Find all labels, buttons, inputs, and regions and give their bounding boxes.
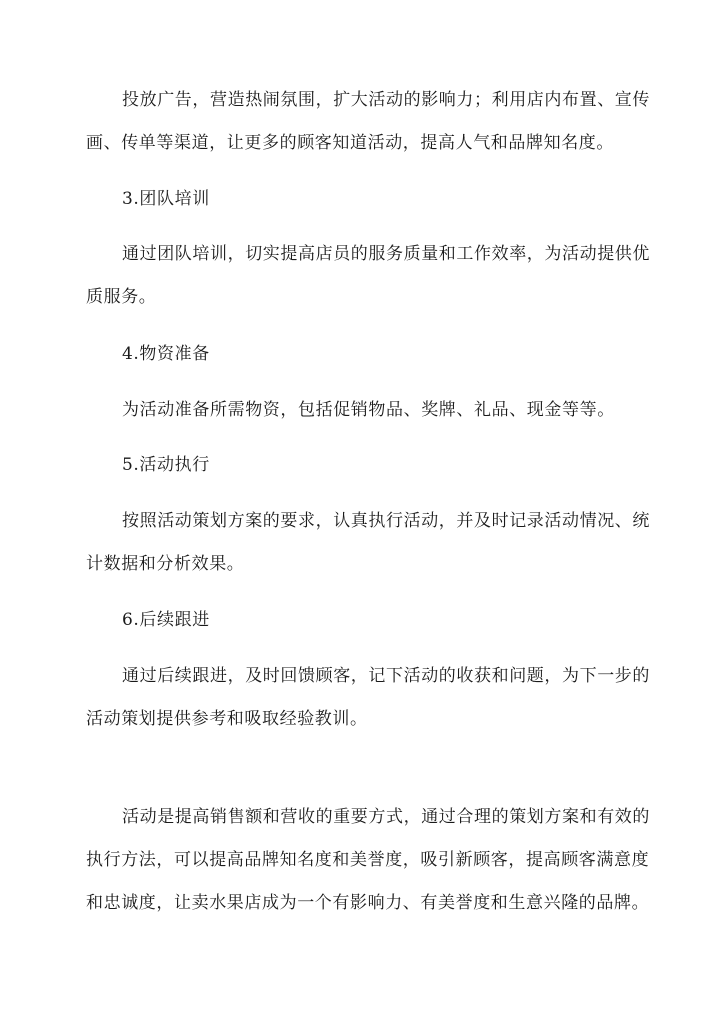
conclusion-paragraph-line-3: 和忠诚度，让卖水果店成为一个有影响力、有美誉度和生意兴隆的品牌。 [86, 893, 650, 913]
team-training-paragraph-line-2: 质服务。 [86, 287, 157, 307]
promotion-paragraph-line-1: 投放广告，营造热闹氛围，扩大活动的影响力；利用店内布置、宣传 [122, 90, 650, 110]
conclusion-paragraph-line-1: 活动是提高销售额和营收的重要方式，通过合理的策划方案和有效的 [122, 807, 650, 827]
activity-execution-paragraph-line-1: 按照活动策划方案的要求，认真执行活动，并及时记录活动情况、统 [122, 511, 650, 531]
activity-execution-paragraph-line-2: 计数据和分析效果。 [86, 554, 245, 574]
team-training-paragraph-line-1: 通过团队培训，切实提高店员的服务质量和工作效率，为活动提供优 [122, 244, 650, 264]
material-preparation-paragraph-line-1: 为活动准备所需物资，包括促销物品、奖牌、礼品、现金等等。 [122, 400, 615, 420]
promotion-paragraph-line-2: 画、传单等渠道，让更多的顾客知道活动，提高人气和品牌知名度。 [86, 133, 614, 153]
conclusion-paragraph-line-2: 执行方法，可以提高品牌知名度和美誉度，吸引新顾客，提高顾客满意度 [86, 850, 650, 870]
follow-up-paragraph-line-1: 通过后续跟进，及时回馈顾客，记下活动的收获和问题，为下一步的 [122, 666, 650, 686]
section-heading-material-preparation: 4.物资准备 [122, 344, 210, 364]
section-heading-team-training: 3.团队培训 [122, 189, 210, 209]
section-heading-activity-execution: 5.活动执行 [122, 455, 210, 475]
section-heading-follow-up: 6.后续跟进 [122, 610, 210, 630]
follow-up-paragraph-line-2: 活动策划提供参考和吸取经验教训。 [86, 709, 368, 729]
